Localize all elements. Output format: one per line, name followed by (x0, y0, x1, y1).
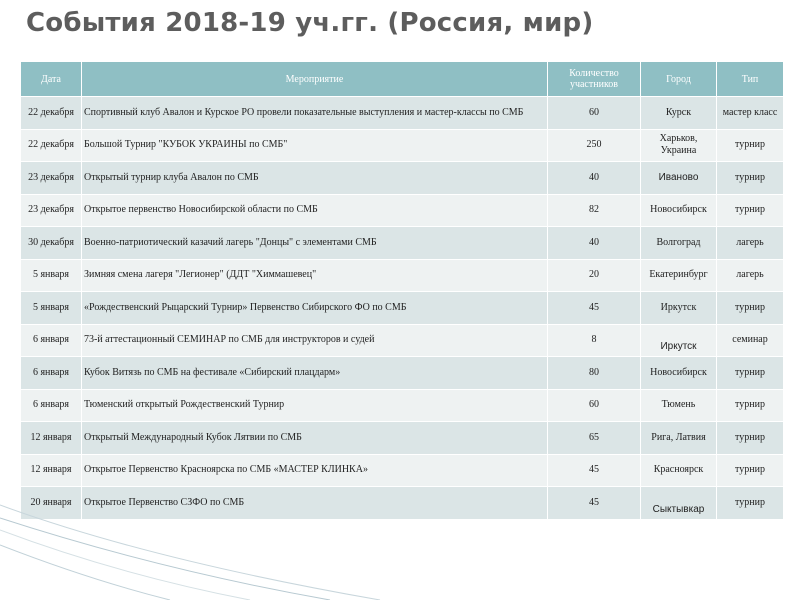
cell-date: 23 декабря (21, 194, 82, 227)
cell-type: семинар (717, 324, 784, 357)
cell-type: мастер класс (717, 97, 784, 130)
cell-type: турнир (717, 487, 784, 520)
header-date: Дата (21, 62, 82, 97)
cell-city: Иваново (641, 162, 717, 195)
cell-type: турнир (717, 357, 784, 390)
cell-city: Курск (641, 97, 717, 130)
cell-date: 22 декабря (21, 129, 82, 162)
cell-count: 45 (548, 454, 641, 487)
cell-city: Иркутск (641, 292, 717, 325)
cell-event: Открытый турнир клуба Авалон по СМБ (82, 162, 548, 195)
cell-count: 60 (548, 389, 641, 422)
cell-event: 73-й аттестационный СЕМИНАР по СМБ для инструкторов и судей (82, 324, 548, 357)
cell-type: лагерь (717, 227, 784, 260)
cell-city: Тюмень (641, 389, 717, 422)
cell-city: Сыктывкар (652, 503, 705, 515)
cell-date: 12 января (21, 422, 82, 455)
wave-line (0, 505, 380, 600)
cell-date: 30 декабря (21, 227, 82, 260)
cell-event: Большой Турнир "КУБОК УКРАИНЫ по СМБ" (82, 129, 548, 162)
cell-city: Харьков, Украина (641, 129, 717, 162)
cell-event: «Рождественский Рыцарский Турнир» Первенство Сибирского ФО по СМБ (82, 292, 548, 325)
cell-count: 45 (548, 487, 641, 520)
cell-count: 65 (548, 422, 641, 455)
header-city: Город (641, 62, 717, 97)
cell-city: Волгоград (641, 227, 717, 260)
cell-event: Военно-патриотический казачий лагерь "Донцы" с элементами СМБ (82, 227, 548, 260)
cell-count: 40 (548, 227, 641, 260)
cell-type: турнир (717, 422, 784, 455)
cell-type: турнир (717, 194, 784, 227)
cell-event: Спортивный клуб Авалон и Курское РО провели показательные выступления и мастер-классы по СМБ (82, 97, 548, 130)
cell-type: турнир (717, 162, 784, 195)
cell-date: 6 января (21, 357, 82, 390)
cell-event: Открытое Первенство СЗФО по СМБ (82, 487, 548, 520)
cell-date: 6 января (21, 389, 82, 422)
cell-city: Новосибирск (641, 194, 717, 227)
cell-event: Открытое первенство Новосибирской области по СМБ (82, 194, 548, 227)
slide-title: События 2018-19 уч.гг. (Россия, мир) (26, 8, 594, 38)
cell-city: Красноярск (641, 454, 717, 487)
cell-date: 12 января (21, 454, 82, 487)
cell-date: 6 января (21, 324, 82, 357)
header-type: Тип (717, 62, 784, 97)
cell-type: турнир (717, 129, 784, 162)
cell-type: турнир (717, 389, 784, 422)
cell-date: 5 января (21, 259, 82, 292)
header-count: Количество участников (548, 62, 641, 97)
header-event: Мероприятие (82, 62, 548, 97)
cell-count: 20 (548, 259, 641, 292)
cell-event: Тюменский открытый Рождественский Турнир (82, 389, 548, 422)
wave-line (0, 545, 170, 600)
wave-line (0, 518, 330, 600)
cell-event: Зимняя смена лагеря "Легионер" (ДДТ "Химмашевец" (82, 259, 548, 292)
cell-date: 5 января (21, 292, 82, 325)
cell-count: 8 (548, 324, 641, 357)
cell-count: 60 (548, 97, 641, 130)
cell-type: лагерь (717, 259, 784, 292)
cell-date: 22 декабря (21, 97, 82, 130)
cell-count: 82 (548, 194, 641, 227)
cell-date: 23 декабря (21, 162, 82, 195)
wave-line (0, 530, 250, 600)
cell-count: 250 (548, 129, 641, 162)
cell-event: Открытый Международный Кубок Лятвии по СМБ (82, 422, 548, 455)
cell-count: 40 (548, 162, 641, 195)
cell-date: 20 января (21, 487, 82, 520)
cell-city: Новосибирск (641, 357, 717, 390)
cell-count: 45 (548, 292, 641, 325)
cell-event: Кубок Витязь по СМБ на фестивале «Сибирский плацдарм» (82, 357, 548, 390)
cell-city: Рига, Латвия (641, 422, 717, 455)
cell-city: Екатеринбург (641, 259, 717, 292)
cell-type: турнир (717, 454, 784, 487)
cell-count: 80 (548, 357, 641, 390)
cell-type: турнир (717, 292, 784, 325)
cell-event: Открытое Первенство Красноярска по СМБ «МАСТЕР КЛИНКА» (82, 454, 548, 487)
cell-city: Иркутск (660, 341, 697, 353)
